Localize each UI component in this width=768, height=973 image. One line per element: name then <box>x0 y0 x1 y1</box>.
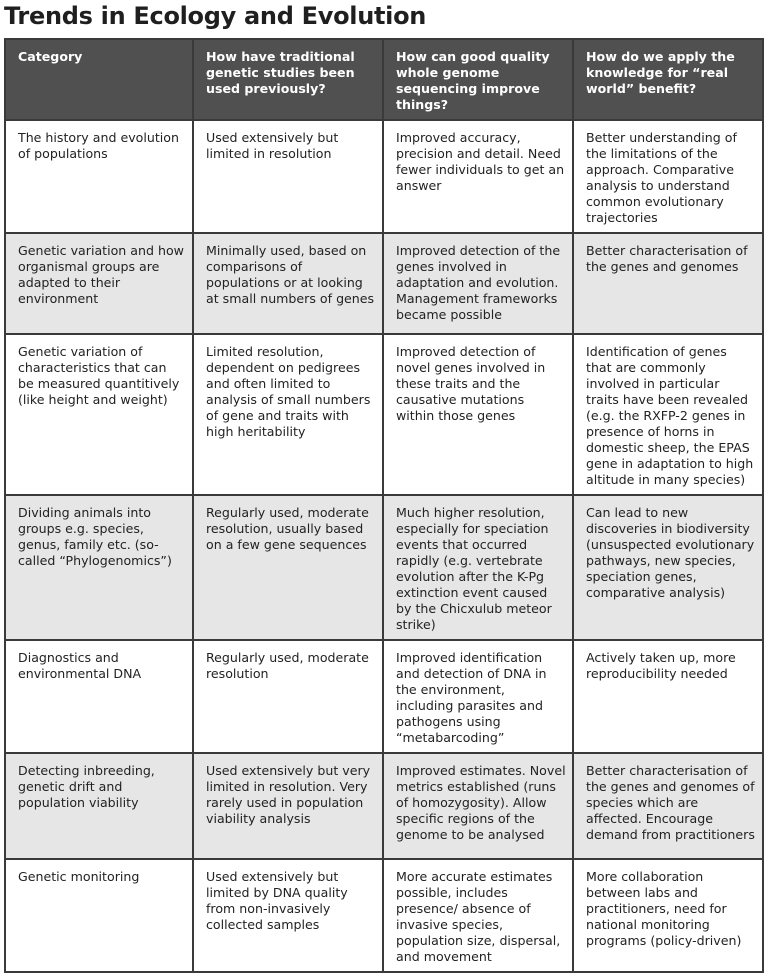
traditional-cell: Limited resolution, dependent on pedigrees and often limited to analysis of small numbers of gene and traits with high heritability <box>193 334 383 495</box>
table-row <box>5 495 763 640</box>
table-body <box>5 120 763 972</box>
page-title: Trends in Ecology and Evolution <box>4 2 427 30</box>
traditional-cell: Used extensively but limited by DNA quality from non-invasively collected samples <box>193 859 383 972</box>
table-row <box>5 753 763 859</box>
table-row <box>5 233 763 334</box>
column-header-category: Category <box>5 39 193 120</box>
category-cell: The history and evolution of populations <box>5 120 193 233</box>
category-cell: Genetic variation of characteristics that can be measured quantitively (like height and weight) <box>5 334 193 495</box>
traditional-cell: Regularly used, moderate resolution <box>193 640 383 753</box>
sequencing-cell: Improved estimates. Novel metrics established (runs of homozygosity). Allow specific regions of the genome to be analysed <box>383 753 573 859</box>
sequencing-cell: More accurate estimates possible, includes presence/ absence of invasive species, population size, dispersal, and movement <box>383 859 573 972</box>
category-cell: Genetic variation and how organismal groups are adapted to their environment <box>5 233 193 334</box>
benefit-cell: Better characterisation of the genes and genomes <box>573 233 763 334</box>
column-header-real-world-benefit: How do we apply the knowledge for “real world” benefit? <box>573 39 763 120</box>
sequencing-cell: Improved detection of novel genes involved in these traits and the causative mutations within those genes <box>383 334 573 495</box>
traditional-cell: Used extensively but limited in resolution <box>193 120 383 233</box>
category-cell: Dividing animals into groups e.g. species, genus, family etc. (so-called “Phylogenomics”) <box>5 495 193 640</box>
column-header-traditional-studies: How have traditional genetic studies been used previously? <box>193 39 383 120</box>
traditional-cell: Regularly used, moderate resolution, usually based on a few gene sequences <box>193 495 383 640</box>
benefit-cell: Better characterisation of the genes and genomes of species which are affected. Encourage demand from practitioners <box>573 753 763 859</box>
category-cell: Genetic monitoring <box>5 859 193 972</box>
sequencing-cell: Improved detection of the genes involved in adaptation and evolution. Management frameworks became possible <box>383 233 573 334</box>
benefit-cell: More collaboration between labs and practitioners, need for national monitoring programs (policy-driven) <box>573 859 763 972</box>
benefit-cell: Better understanding of the limitations of the approach. Comparative analysis to understand common evolutionary trajectories <box>573 120 763 233</box>
column-header-whole-genome-sequencing: How can good quality whole genome sequencing improve things? <box>383 39 573 120</box>
header-row <box>5 39 763 120</box>
sequencing-cell: Improved accuracy, precision and detail. Need fewer individuals to get an answer <box>383 120 573 233</box>
table-row <box>5 120 763 233</box>
category-cell: Diagnostics and environmental DNA <box>5 640 193 753</box>
table-row <box>5 859 763 972</box>
sequencing-cell: Much higher resolution, especially for speciation events that occurred rapidly (e.g. vertebrate evolution after the K-Pg extinction event caused by the Chicxulub meteor strike) <box>383 495 573 640</box>
category-cell: Detecting inbreeding, genetic drift and population viability <box>5 753 193 859</box>
traditional-cell: Minimally used, based on comparisons of populations or at looking at small numbers of genes <box>193 233 383 334</box>
table-row <box>5 640 763 753</box>
comparison-table <box>4 38 764 973</box>
table-header <box>5 39 763 120</box>
table-row <box>5 334 763 495</box>
traditional-cell: Used extensively but very limited in resolution. Very rarely used in population viability analysis <box>193 753 383 859</box>
benefit-cell: Can lead to new discoveries in biodiversity (unsuspected evolutionary pathways, new species, speciation genes, comparative analysis) <box>573 495 763 640</box>
benefit-cell: Actively taken up, more reproducibility needed <box>573 640 763 753</box>
sequencing-cell: Improved identification and detection of DNA in the environment, including parasites and pathogens using “metabarcoding” <box>383 640 573 753</box>
benefit-cell: Identification of genes that are commonly involved in particular traits have been revealed (e.g. the RXFP-2 genes in presence of horns in domestic sheep, the EPAS gene in adaptation to high altitude in many species) <box>573 334 763 495</box>
